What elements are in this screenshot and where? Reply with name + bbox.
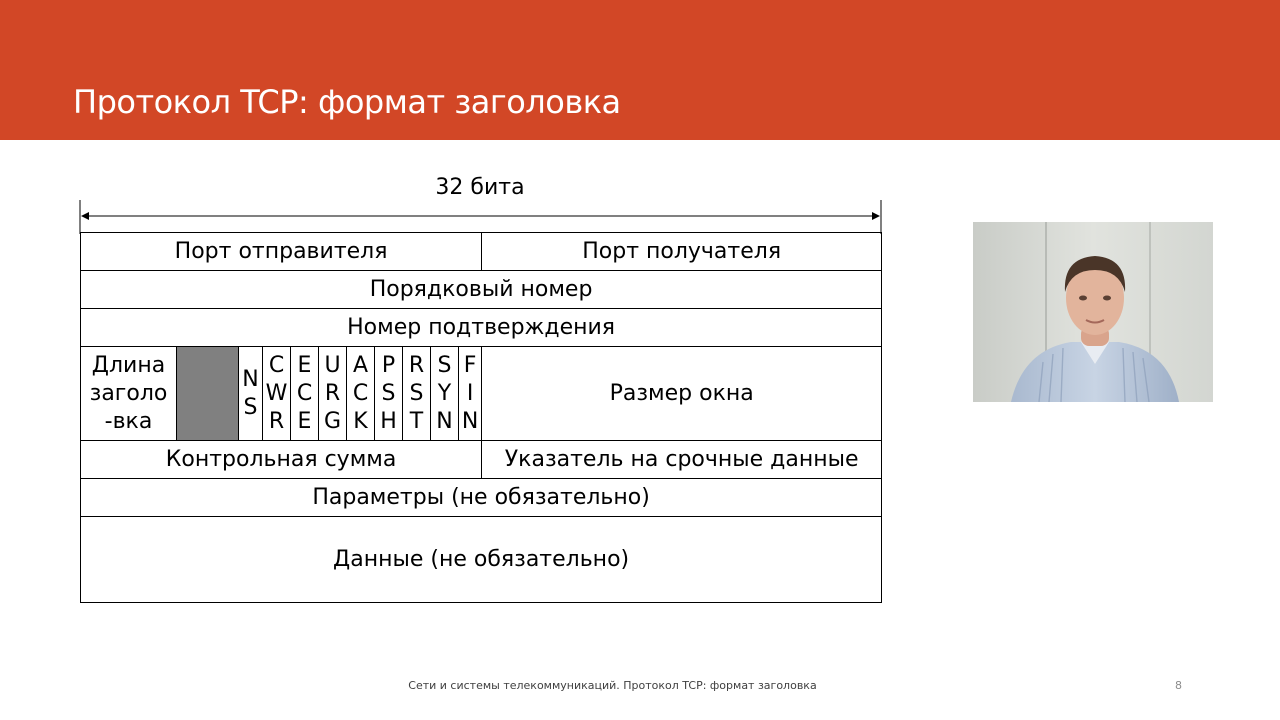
- reserved-field: [177, 347, 239, 441]
- flag-fin: [459, 347, 482, 441]
- flag-letter: K: [353, 408, 368, 434]
- header-length-line: -вка: [104, 408, 153, 434]
- sequence-number-field: Порядковый номер: [81, 271, 882, 309]
- data-field: Данные (не обязательно): [81, 517, 882, 603]
- flag-letter: R: [408, 352, 425, 378]
- flag-letter: E: [297, 408, 312, 434]
- flag-letter: I: [466, 380, 474, 406]
- flag-letter: Y: [437, 380, 452, 406]
- tcp-header-table: [80, 232, 882, 603]
- flag-letter: S: [381, 380, 396, 406]
- ack-number-field: Номер подтверждения: [81, 309, 882, 347]
- flag-letter: N: [461, 408, 479, 434]
- flag-letter: R: [324, 380, 341, 406]
- flag-letter: U: [324, 352, 341, 378]
- destination-port-field: Порт получателя: [482, 233, 882, 271]
- presenter-webcam-icon: [973, 222, 1213, 402]
- header-length-field: [81, 347, 177, 441]
- window-size-field: Размер окна: [482, 347, 882, 441]
- flag-letter: S: [437, 352, 452, 378]
- flag-letter: E: [297, 352, 312, 378]
- flag-letter: H: [380, 408, 397, 434]
- slide-footer: Сети и системы телекоммуникаций. Протокол TCP: формат заголовка: [408, 679, 817, 692]
- flag-letter: P: [381, 352, 396, 378]
- flag-ns: [239, 347, 263, 441]
- flag-letter: N: [436, 408, 453, 434]
- flag-letter: T: [409, 408, 424, 434]
- options-field: Параметры (не обязательно): [81, 479, 882, 517]
- flag-ack: [347, 347, 375, 441]
- flag-letter: S: [243, 394, 258, 420]
- header-length-line: Длина: [91, 352, 166, 378]
- bit-width-label: 32 бита: [435, 175, 525, 200]
- urgent-pointer-field: Указатель на срочные данные: [482, 441, 882, 479]
- flag-rst: [403, 347, 431, 441]
- flag-letter: F: [463, 352, 477, 378]
- bit-width-arrow: [78, 200, 884, 234]
- flag-syn: [431, 347, 459, 441]
- flag-letter: G: [323, 408, 342, 434]
- flag-psh: [375, 347, 403, 441]
- flag-letter: C: [352, 380, 369, 406]
- flag-urg: [319, 347, 347, 441]
- header-length-line: заголо: [89, 380, 168, 406]
- flag-letter: C: [268, 352, 285, 378]
- source-port-field: Порт отправителя: [81, 233, 482, 271]
- slide-title: Протокол TCP: формат заголовка: [73, 83, 621, 121]
- flag-letter: C: [296, 380, 313, 406]
- flag-letter: R: [268, 408, 285, 434]
- flag-letter: A: [352, 352, 369, 378]
- flag-letter: W: [265, 380, 288, 406]
- flag-letter: S: [409, 380, 424, 406]
- flag-letter: N: [242, 366, 259, 392]
- page-number: 8: [1175, 679, 1182, 692]
- checksum-field: Контрольная сумма: [81, 441, 482, 479]
- flag-cwr: [263, 347, 291, 441]
- flag-ece: [291, 347, 319, 441]
